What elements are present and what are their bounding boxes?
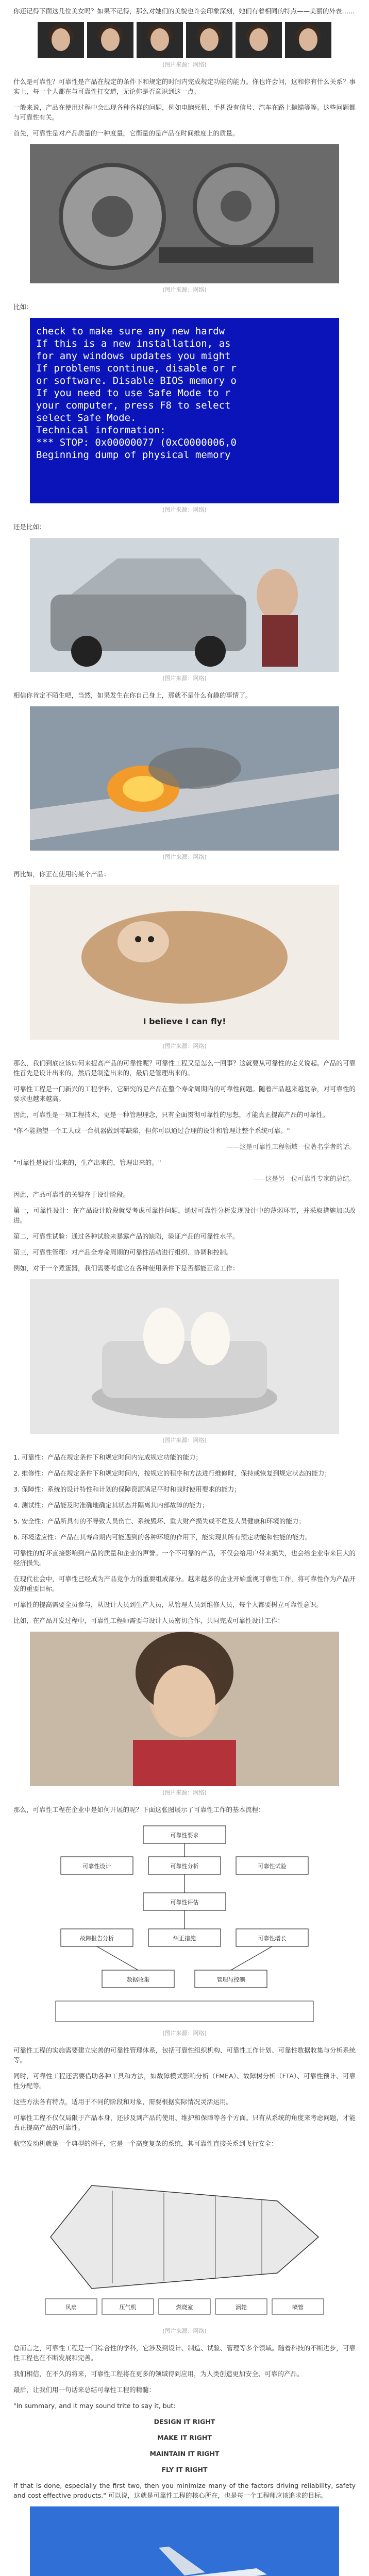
paragraph: 可靠性工程的实施需要建立完善的可靠性管理体系，包括可靠性组织机构、可靠性工作计划、可靠性数据收集与分析系统等。 bbox=[13, 2046, 356, 2064]
bsod-line: If problems continue, disable or r bbox=[36, 363, 237, 374]
paragraph: 第一，可靠性设计：在产品设计阶段就要考虑可靠性问题，通过可靠性分析发现设计中的薄弱环节，并采取措施加以改进。 bbox=[13, 1207, 356, 1224]
flow-box-label: 可靠性分析 bbox=[170, 1863, 199, 1870]
paragraph: 例如，对于一个煮蛋器，我们需要考虑它在各种使用条件下是否都能正常工作： bbox=[13, 1264, 239, 1272]
paragraph: 首先，可靠性是对产品质量的一种度量，它衡量的是产品在时间维度上的质量。 bbox=[13, 129, 239, 137]
bsod-line: Technical information: bbox=[36, 425, 166, 436]
bsod-line: *** STOP: 0x00000077 (0xC0000006,0 bbox=[36, 437, 237, 448]
paragraph: 3. 保障性：系统的设计特性和计划的保障资源满足平时和战时使用要求的能力； bbox=[13, 1485, 241, 1493]
image-caption: (图片来源：网络) bbox=[162, 1437, 207, 1444]
quote-source: ——这是可靠性工程领域一位著名学者的话。 bbox=[226, 1143, 356, 1150]
bsod-line: Beginning dump of physical memory bbox=[36, 449, 231, 461]
airplane-fire-photo bbox=[30, 706, 339, 851]
egg-boiler-photo bbox=[30, 1279, 339, 1434]
image-caption: (图片来源：网络) bbox=[162, 506, 207, 513]
paragraph: 相信你肯定不陌生吧，当然，如果发生在你自己身上，那就不是什么有趣的事情了。 bbox=[13, 691, 252, 699]
car-breakdown-photo bbox=[30, 538, 339, 672]
image-caption: (图片来源：网络) bbox=[162, 2030, 207, 2037]
flow-box-label: 可靠性增长 bbox=[258, 1935, 287, 1942]
paragraph: 比如，在产品开发过程中，可靠性工程师需要与设计人员密切合作，共同完成可靠性设计工作： bbox=[13, 1617, 284, 1624]
blue-screen-error bbox=[30, 318, 339, 503]
paragraph: 因此，可靠性是一项工程技术，更是一种管理理念，只有全面贯彻可靠性的思想，才能真正提高产品的可靠性。 bbox=[13, 1111, 329, 1118]
paragraph: 可靠性的提高需要全员参与，从设计人员到生产人员，从管理人员到维修人员，每个人都要树立可靠性意识。 bbox=[13, 1601, 323, 1608]
paragraph: 还是比如： bbox=[13, 523, 46, 531]
image-caption: (图片来源：网络) bbox=[162, 854, 207, 860]
image-caption: (图片来源：网络) bbox=[162, 1789, 207, 1796]
bsod-line: If this is a new installation, as bbox=[36, 338, 231, 349]
paragraph: 最后，让我们用一句话来总结可靠性工程的精髓： bbox=[13, 2386, 156, 2394]
motto-line: FLY IT RIGHT bbox=[161, 2466, 208, 2473]
paragraph: 可靠性工程不仅仅局限于产品本身，还涉及到产品的使用、维护和保障等各个方面。只有从系统的角度来考虑问题，才能真正提高产品的可靠性。 bbox=[13, 2114, 356, 2131]
paragraph: 那么，我们到底应该如何来提高产品的可靠性呢？可靠性工程又是怎么一回事？这就要从可靠性的定义说起。产品的可靠性首先是设计出来的，然后是制造出来的，最后是管理出来的。 bbox=[13, 1059, 356, 1077]
image-caption: (图片来源：网络) bbox=[162, 2328, 207, 2334]
flow-box-label: 可靠性要求 bbox=[170, 1832, 199, 1839]
flow-box-label: 可靠性评估 bbox=[170, 1899, 199, 1906]
bsod-line: your computer, press F8 to select bbox=[36, 400, 231, 411]
flow-box-label: 管理与控制 bbox=[216, 1976, 245, 1983]
portrait-photo bbox=[186, 22, 232, 58]
paragraph: 比如： bbox=[13, 303, 33, 311]
portrait-photo bbox=[87, 22, 133, 58]
portrait-photo bbox=[137, 22, 183, 58]
paragraph: 可靠性的好坏直接影响到产品的质量和企业的声誉。一个不可靠的产品，不仅会给用户带来损失，也会给企业带来巨大的经济损失。 bbox=[13, 1549, 356, 1567]
engine-label: 风扇 bbox=[65, 2304, 77, 2311]
paragraph: 总而言之，可靠性工程是一门综合性的学科，它涉及到设计、制造、试验、管理等多个领域。随着科技的不断进步，可靠性工程也在不断发展和完善。 bbox=[13, 2344, 356, 2362]
portrait-photo bbox=[285, 22, 331, 58]
paragraph: If that is done, especially the first two, then you minimize many of the factors driving reliability, safety and cost effective products." 可以说，这就是可靠性工程的核心所在，也是每一个工程师应该追求的目标。 bbox=[13, 2482, 356, 2499]
engine-label: 压气机 bbox=[119, 2304, 137, 2311]
quote: "你不能指望一个工人或一台机器做到零缺陷，但你可以通过合理的设计和管理让整个系统可靠。" bbox=[13, 1127, 290, 1134]
flow-box-label: 数据收集 bbox=[127, 1976, 149, 1983]
engine-label: 燃烧室 bbox=[176, 2304, 193, 2311]
engine-label: 涡轮 bbox=[236, 2304, 247, 2311]
intro-paragraph: 你还记得下面这几位美女吗？如果不记得，那么对她们的美貌也许会印象深刻，她们有着相同的特点——美丽的外表…… bbox=[13, 7, 355, 15]
motto-line: MAINTAIN IT RIGHT bbox=[149, 2450, 220, 2458]
flow-box-label: 可靠性设计 bbox=[82, 1863, 111, 1870]
woman-portrait-photo bbox=[30, 1632, 339, 1786]
portrait-photo bbox=[236, 22, 282, 58]
paragraph: 5. 安全性：产品所具有的不导致人员伤亡、系统毁坏、重大财产损失或不危及人员健康和环境的能力； bbox=[13, 1517, 305, 1525]
image-caption: (图片来源：网络) bbox=[162, 286, 207, 293]
flow-box-label: 纠正措施 bbox=[173, 1935, 196, 1942]
motto-line: MAKE IT RIGHT bbox=[157, 2434, 212, 2442]
bsod-line: select Safe Mode. bbox=[36, 412, 137, 423]
quote: "可靠性是设计出来的，生产出来的，管理出来的。" bbox=[13, 1159, 161, 1166]
paragraph: 什么是可靠性？可靠性是产品在规定的条件下和规定的时间内完成规定功能的能力。你也许会问，这和你有什么关系？事实上，每一个人都在与可靠性打交道，无论你是否意识到这一点。 bbox=[13, 78, 356, 95]
paragraph: 1. 可靠性：产品在规定条件下和规定时间内完成规定功能的能力； bbox=[13, 1453, 202, 1461]
portrait-photo bbox=[38, 22, 84, 58]
paragraph: 那么，可靠性工程在企业中是如何开展的呢？下面这张图展示了可靠性工作的基本流程： bbox=[13, 1806, 265, 1814]
paragraph: 在现代社会中，可靠性已经成为产品竞争力的重要组成部分。越来越多的企业开始重视可靠性工作，将可靠性作为产品开发的重要目标。 bbox=[13, 1575, 356, 1592]
paragraph: 航空发动机就是一个典型的例子，它是一个高度复杂的系统，其可靠性直接关系到飞行安全： bbox=[13, 2140, 278, 2147]
paragraph: 因此，产品可靠性的关键在于设计阶段。 bbox=[13, 1191, 130, 1198]
image-caption: (图片来源：网络) bbox=[162, 675, 207, 682]
quote-source: ——这是另一位可靠性专家的总结。 bbox=[252, 1175, 356, 1182]
paragraph: 4. 测试性：产品能及时准确地确定其状态并隔离其内部故障的能力； bbox=[13, 1501, 209, 1509]
paragraph: 一般来说，产品在使用过程中会出现各种各样的问题，例如电脑死机、手机没有信号、汽车在路上抛锚等等。这些问题都与可靠性有关。 bbox=[13, 104, 356, 121]
doll-caption-text: I believe I can fly! bbox=[143, 1016, 226, 1026]
paragraph: 第二，可靠性试验：通过各种试验来暴露产品的缺陷，验证产品的可靠性水平。 bbox=[13, 1232, 239, 1240]
bsod-line: for any windows updates you might bbox=[36, 350, 231, 362]
flow-box-label: 可靠性试验 bbox=[258, 1863, 287, 1870]
bsod-line: check to make sure any new hardw bbox=[36, 326, 225, 337]
flying-doll-photo bbox=[30, 885, 339, 1040]
portrait-strip bbox=[13, 22, 356, 58]
paragraph: 2. 维修性：产品在规定条件下和规定时间内，按规定的程序和方法进行维修时，保持或恢复到规定状态的能力； bbox=[13, 1469, 331, 1477]
paragraph: 同时，可靠性工程还需要借助各种工具和方法，如故障模式影响分析（FMEA）、故障树分析（FTA）、可靠性预计、可靠性分配等。 bbox=[13, 2072, 356, 2090]
bsod-line: or software. Disable BIOS memory o bbox=[36, 375, 237, 386]
paragraph: 我们相信，在不久的将来，可靠性工程将在更多的领域得到应用，为人类创造更加安全、可靠的产品。 bbox=[13, 2370, 304, 2378]
motto-line: DESIGN IT RIGHT bbox=[154, 2418, 215, 2426]
engine-label: 喷管 bbox=[292, 2304, 304, 2311]
reliability-flowchart bbox=[51, 1821, 318, 2027]
airplane-sky-photo bbox=[30, 2506, 339, 2576]
machinery-photo bbox=[30, 144, 339, 283]
paragraph: 第三，可靠性管理：对产品全寿命周期的可靠性活动进行组织、协调和控制。 bbox=[13, 1248, 233, 1256]
engine-diagram bbox=[30, 2155, 339, 2325]
image-caption: (图片来源：网络) bbox=[162, 1043, 207, 1049]
flow-box-label: 故障报告分析 bbox=[80, 1935, 114, 1942]
paragraph: 再比如，你正在使用的某个产品： bbox=[13, 870, 110, 878]
paragraph: 6. 环境适应性：产品在其寿命期内可能遇到的各种环境的作用下，能实现其所有预定功能和性能的能力。 bbox=[13, 1533, 312, 1541]
paragraph: 可靠性工程是一门新兴的工程学科，它研究的是产品在整个寿命周期内的可靠性问题。随着产品越来越复杂，对可靠性的要求也越来越高。 bbox=[13, 1085, 356, 1103]
paragraph: 这些方法各有特点，适用于不同的阶段和对象，需要根据实际情况灵活运用。 bbox=[13, 2098, 233, 2106]
bsod-line: If you need to use Safe Mode to r bbox=[36, 387, 231, 399]
quote: "In summary, and it may sound trite to say it, but: bbox=[13, 2402, 176, 2410]
image-caption: (图片来源：网络) bbox=[162, 61, 207, 68]
